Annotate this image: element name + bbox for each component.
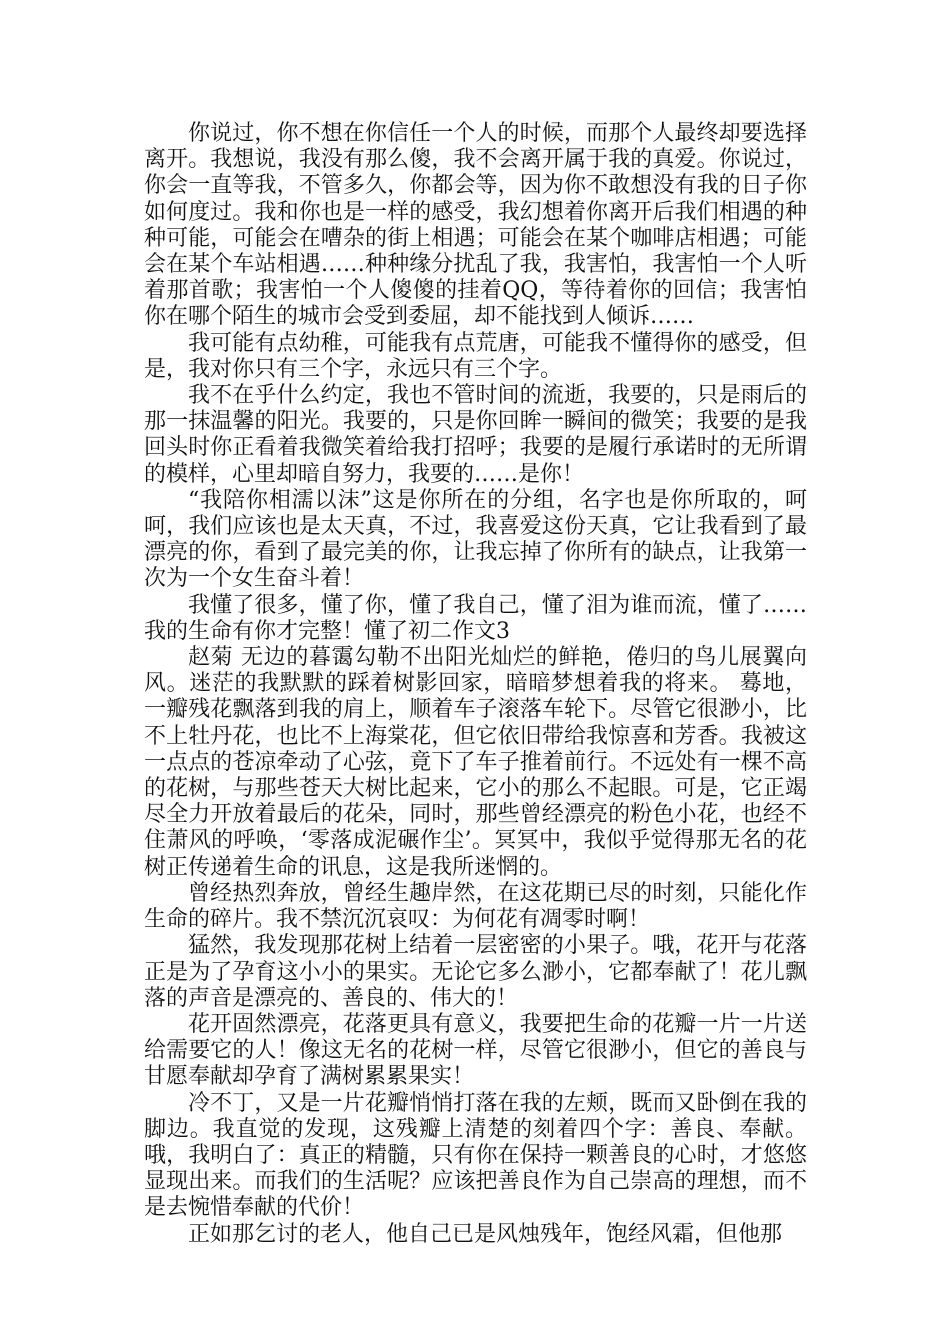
- paragraph-2: 我可能有点幼稚，可能我有点荒唐，可能我不懂得你的感受，但是，我对你只有三个字，永远只有三个字。: [144, 330, 807, 382]
- paragraph-1: 你说过，你不想在你信任一个人的时候，而那个人最终却要选择离开。我想说，我没有那么傻，我不会离开属于我的真爱。你说过，你会一直等我，不管多久，你都会等，因为你不敢想没有我的日子你如何度过。我和你也是一样的感受，我幻想着你离开后我们相遇的种种可能，可能会在嘈杂的街上相遇；可能会在某个咖啡店相遇；可能会在某个车站相遇……种种缘分扰乱了我，我害怕，我害怕一个人听着那首歌；我害怕一个人傻傻的挂着QQ，等待着你的回信；我害怕你在哪个陌生的城市会受到委屈，却不能找到人倾诉……: [144, 121, 807, 330]
- paragraph-4: “我陪你相濡以沫”这是你所在的分组，名字也是你所取的，呵呵，我们应该也是太天真，不过，我喜爱这份天真，它让我看到了最漂亮的你，看到了最完美的你，让我忘掉了你所有的缺点，让我第一次为一个女生奋斗着！: [144, 487, 807, 592]
- paragraph-5: 我懂了很多，懂了你，懂了我自己，懂了泪为谁而流，懂了……我的生命有你才完整！懂了初二作文3: [144, 592, 807, 644]
- paragraph-6: 赵菊 无边的暮霭勾勒不出阳光灿烂的鲜艳，倦归的鸟儿展翼向风。迷茫的我默默的踩着树影回家，暗暗梦想着我的将来。 蓦地，一瓣残花飘落到我的肩上，顺着车子滚落车轮下。尽管它很渺小，比不上牡丹花，也比不上海棠花，但它依旧带给我惊喜和芳香。我被这一点点的苍凉牵动了心弦，竟下了车子推着前行。不远处有一棵不高的花树，与那些苍天大树比起来，它小的那么不起眼。可是，它正竭尽全力开放着最后的花朵，同时，那些曾经漂亮的粉色小花，也经不住萧风的呼唤，‘零落成泥碾作尘’。冥冥中，我似乎觉得那无名的花树正传递着生命的讯息，这是我所迷惘的。: [144, 645, 807, 880]
- paragraph-3: 我不在乎什么约定，我也不管时间的流逝，我要的，只是雨后的那一抹温馨的阳光。我要的，只是你回眸一瞬间的微笑；我要的是我回头时你正看着我微笑着给我打招呼；我要的是履行承诺时的无所谓的模样，心里却暗自努力，我要的……是你！: [144, 383, 807, 487]
- paragraph-10: 冷不丁，又是一片花瓣悄悄打落在我的左颊，既而又卧倒在我的脚边。我直觉的发现，这残瓣上清楚的刻着四个字：善良、奉献。哦，我明白了：真正的精髓，只有你在保持一颗善良的心时，才悠悠显现出来。而我们的生活呢？应该把善良作为自己崇高的理想，而不是去惋惜奉献的代价！: [144, 1090, 807, 1221]
- document-body: [144, 121, 807, 1248]
- paragraph-8: 猛然，我发现那花树上结着一层密密的小果子。哦，花开与花落正是为了孕育这小小的果实。无论它多么渺小，它都奉献了！花儿飘落的声音是漂亮的、善良的、伟大的！: [144, 933, 807, 1011]
- paragraph-9: 花开固然漂亮，花落更具有意义，我要把生命的花瓣一片一片送给需要它的人！像这无名的花树一样，尽管它很渺小，但它的善良与甘愿奉献却孕育了满树累累果实！: [144, 1011, 807, 1090]
- paragraph-11: 正如那乞讨的老人，他自己已是风烛残年，饱经风霜，但他那: [188, 1221, 783, 1247]
- paragraph-7: 曾经热烈奔放，曾经生趣岸然，在这花期已尽的时刻，只能化作生命的碎片。我不禁沉沉哀叹：为何花有凋零时啊！: [144, 880, 807, 933]
